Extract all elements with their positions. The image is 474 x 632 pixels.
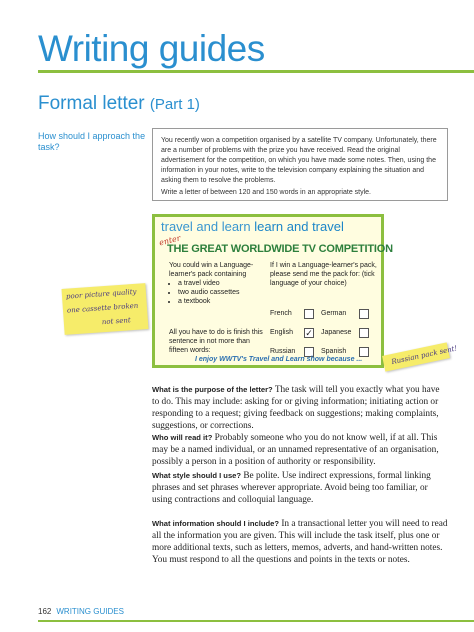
section-subtitle bbox=[38, 94, 200, 113]
prize-column bbox=[169, 261, 269, 355]
language-checkbox-checked: ✓ bbox=[305, 328, 313, 338]
side-question: How should I approach the task? bbox=[38, 131, 146, 152]
language-label: Spanish bbox=[321, 348, 347, 355]
finish-instruction: All you have to do is finish this sentence in not more than fifteen words: bbox=[169, 329, 263, 354]
paragraph-reader bbox=[152, 432, 448, 468]
note-line: not sent bbox=[101, 316, 131, 327]
prize-item: • a textbook bbox=[178, 297, 269, 306]
language-column bbox=[270, 261, 380, 288]
paragraph-question: Who will read it? bbox=[152, 433, 213, 442]
note-line: poor picture quality bbox=[65, 287, 137, 301]
language-checkbox bbox=[359, 309, 369, 319]
task-box bbox=[152, 128, 448, 201]
task-text: You recently won a competition organised by a satellite TV company. Unfortunately, there are a number of problems with the prize you have received. Read the original advertisement for the competition, on which you have made some notes. Then, using the information in your notes, write to the television company explaining the situation and asking them to resolve the problems. bbox=[161, 137, 437, 184]
paragraph-answer: In a transactional letter you will need to read all the information you are given. This will include the task itself, plus one or more additional texts, such as letters, memos, adverts, and hand-written notes. You must respond to all the questions and points in the texts or notes. bbox=[152, 519, 448, 565]
prize-item: • a travel video bbox=[178, 279, 269, 288]
paragraph-style bbox=[152, 470, 448, 506]
prize-intro: You could win a Language-learner's pack containing bbox=[169, 262, 254, 278]
competition-title: THE GREAT WORLDWIDE TV COMPETITION bbox=[167, 243, 393, 255]
brand-part-b: learn and travel bbox=[254, 219, 344, 234]
title-rule bbox=[38, 70, 474, 73]
paragraph-question: What style should I use? bbox=[152, 471, 242, 480]
paragraph-information bbox=[152, 518, 448, 566]
sticky-note bbox=[61, 283, 148, 335]
language-label: Russian bbox=[270, 348, 296, 355]
paragraph-question: What information should I include? bbox=[152, 519, 279, 528]
tag-note: Russian pack sent! bbox=[390, 344, 458, 367]
subtitle-text: Formal letter bbox=[38, 93, 145, 114]
language-checkbox bbox=[304, 309, 314, 319]
paragraph-answer: Probably someone who you do not know well, if at all. This may be a named individual, or an unnamed representative of an organisation, possibly a person in a position of authority or responsibility. bbox=[152, 433, 439, 467]
sticky-tag bbox=[382, 342, 458, 371]
page-title: Writing guides bbox=[38, 28, 265, 69]
language-label: English bbox=[270, 329, 293, 336]
language-label: German bbox=[321, 310, 347, 317]
subtitle-part: (Part 1) bbox=[149, 96, 200, 113]
language-checkbox bbox=[359, 328, 369, 338]
paragraph-answer: Be polite. Use indirect expressions, formal linking phrases and set phrases wherever appropriate. Avoid being too familiar, or using contractions and colloquial language. bbox=[152, 471, 431, 505]
paragraph-purpose bbox=[152, 384, 448, 432]
paragraph-question: What is the purpose of the letter? bbox=[152, 385, 273, 394]
handwritten-enter: enter bbox=[158, 233, 182, 248]
advert-brand bbox=[161, 219, 344, 234]
language-label: French bbox=[270, 310, 292, 317]
competition-slogan: I enjoy WWTV's Travel and Learn show because ... bbox=[195, 356, 363, 363]
footer-section: WRITING GUIDES bbox=[56, 607, 124, 616]
page-number: 162 bbox=[38, 607, 52, 616]
prize-item: • two audio cassettes bbox=[178, 288, 269, 297]
prize-list bbox=[169, 279, 269, 306]
footer-rule bbox=[38, 620, 474, 622]
task-instruction: Write a letter of between 120 and 150 words in an appropriate style. bbox=[161, 189, 371, 196]
brand-part-a: travel and learn bbox=[161, 219, 251, 234]
paragraph-answer: The task will tell you exactly what you have to do. This may include: asking for or giving information; initiating action or responding to a request; giving feedback on suggestions; making complaints, suggestions, or corrections. bbox=[152, 385, 440, 431]
language-intro: If I win a Language-learner's pack, please send me the pack for: (tick language of your choice) bbox=[270, 262, 377, 287]
page-footer bbox=[38, 607, 124, 616]
competition-advert bbox=[152, 214, 393, 368]
note-line: one cassette broken bbox=[66, 301, 139, 315]
language-label: Japanese bbox=[321, 329, 352, 336]
